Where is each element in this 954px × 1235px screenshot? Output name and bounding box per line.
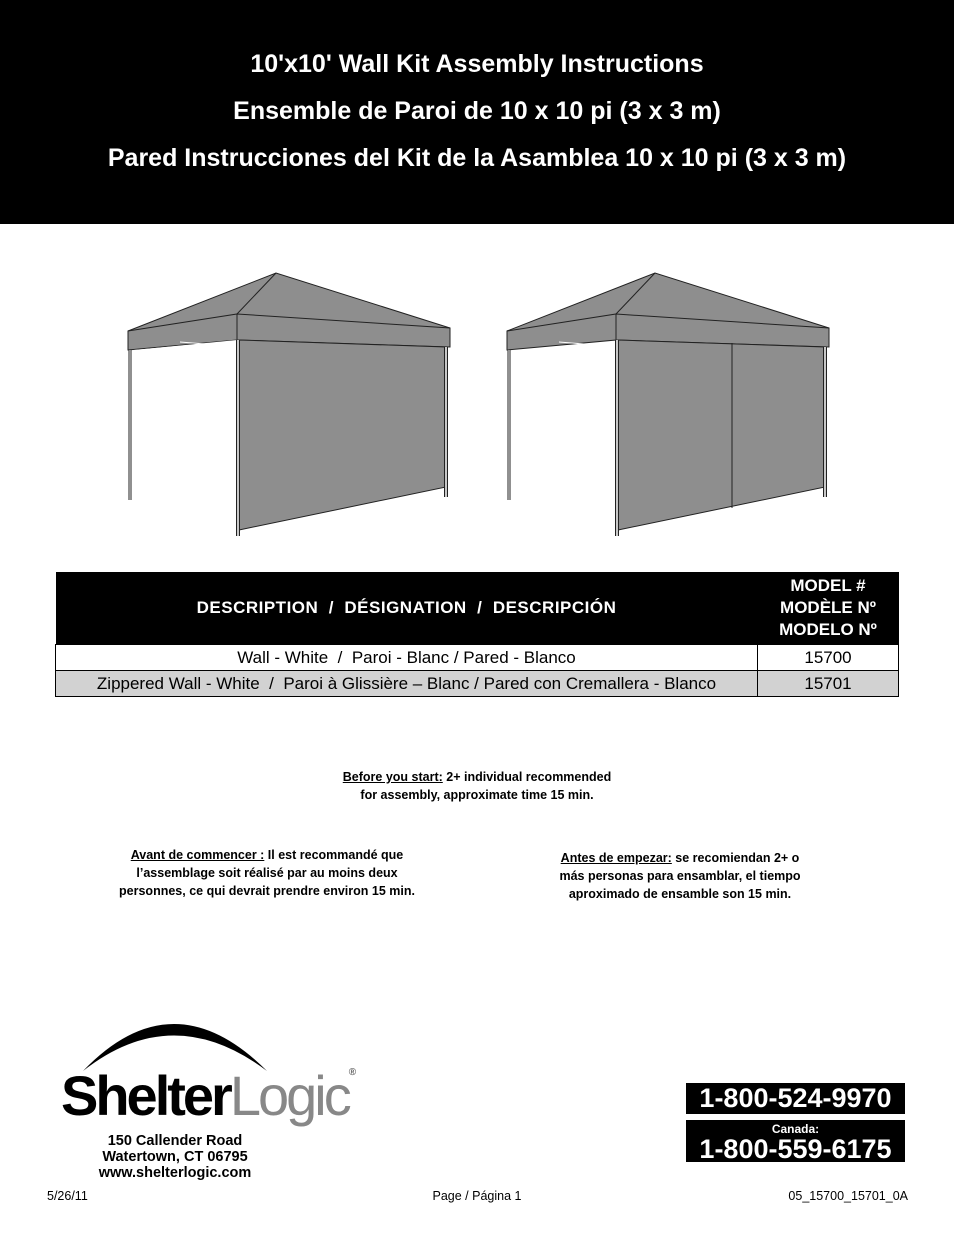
table-header-row: [56, 572, 899, 645]
canopy-wall-illustration: [128, 273, 450, 536]
table-row: [56, 645, 899, 671]
logo-word-logic: Logic: [229, 1064, 349, 1127]
model-column-header: [758, 572, 899, 645]
model-header-es: MODELO Nº: [779, 620, 877, 639]
note-spanish: [530, 849, 830, 903]
note-english-text: 2+ individual recommended: [442, 770, 612, 784]
phone-us[interactable]: 1-800-524-9970: [686, 1083, 905, 1114]
footer-document-code: 05_15700_15701_0A: [788, 1189, 908, 1203]
model-header-fr: MODÈLE Nº: [780, 598, 876, 617]
title-french: Ensemble de Paroi de 10 x 10 pi (3 x 3 m): [233, 97, 721, 125]
canopy-illustrations: [0, 260, 954, 550]
footer-page-number: Page / Página 1: [432, 1189, 522, 1203]
registered-mark: ®: [348, 1067, 357, 1078]
row-model: 15701: [758, 671, 899, 697]
note-french-label: Avant de commencer :: [130, 848, 265, 862]
note-english: [300, 768, 654, 804]
canopy-zippered-wall-illustration: [507, 273, 829, 536]
shelterlogic-logo: [55, 1005, 357, 1135]
note-english-text: for assembly, approximate time 15 min.: [360, 788, 594, 802]
phone-canada-number[interactable]: 1-800-559-6175: [699, 1134, 892, 1164]
row-description: Zippered Wall - White / Paroi à Glissière – Blanc / Pared con Cremallera - Blanco: [56, 671, 758, 697]
title-banner: [0, 0, 954, 224]
note-french-text: personnes, ce qui devrait prendre environ 15 min.: [119, 884, 415, 898]
phone-canada-label: Canada:: [771, 1122, 820, 1136]
note-spanish-text: aproximado de ensamble son 15 min.: [568, 887, 792, 901]
note-spanish-text: más personas para ensamblar, el tiempo: [559, 869, 801, 883]
table-row: [56, 671, 899, 697]
address-city: Watertown, CT 06795: [102, 1149, 248, 1165]
model-header-en: MODEL #: [790, 576, 866, 595]
note-spanish-label: Antes de empezar:: [560, 851, 672, 865]
note-spanish-text: se recomiendan 2+ o: [671, 851, 800, 865]
website-link[interactable]: www.shelterlogic.com: [98, 1165, 252, 1181]
note-french-text: l’assemblage soit réalisé par au moins deux: [136, 866, 398, 880]
parts-table: [55, 572, 899, 697]
address-street: 150 Callender Road: [107, 1133, 243, 1149]
note-english-label: Before you start:: [342, 770, 443, 784]
footer-date: 5/26/11: [47, 1189, 88, 1203]
row-description: Wall - White / Paroi - Blanc / Pared - Blanco: [56, 645, 758, 671]
description-column-header: DESCRIPTION / DÉSIGNATION / DESCRIPCIÓN: [56, 572, 758, 645]
row-model: 15700: [758, 645, 899, 671]
title-english: 10'x10' Wall Kit Assembly Instructions: [250, 50, 704, 78]
logo-wordmark: [61, 1064, 357, 1127]
note-french: [100, 846, 434, 900]
company-address: [60, 1133, 290, 1181]
note-french-text: Il est recommandé que: [264, 848, 404, 862]
phone-canada[interactable]: [686, 1120, 905, 1162]
logo-word-shelter: Shelter: [61, 1064, 230, 1127]
title-spanish: Pared Instrucciones del Kit de la Asamblea 10 x 10 pi (3 x 3 m): [107, 144, 847, 172]
